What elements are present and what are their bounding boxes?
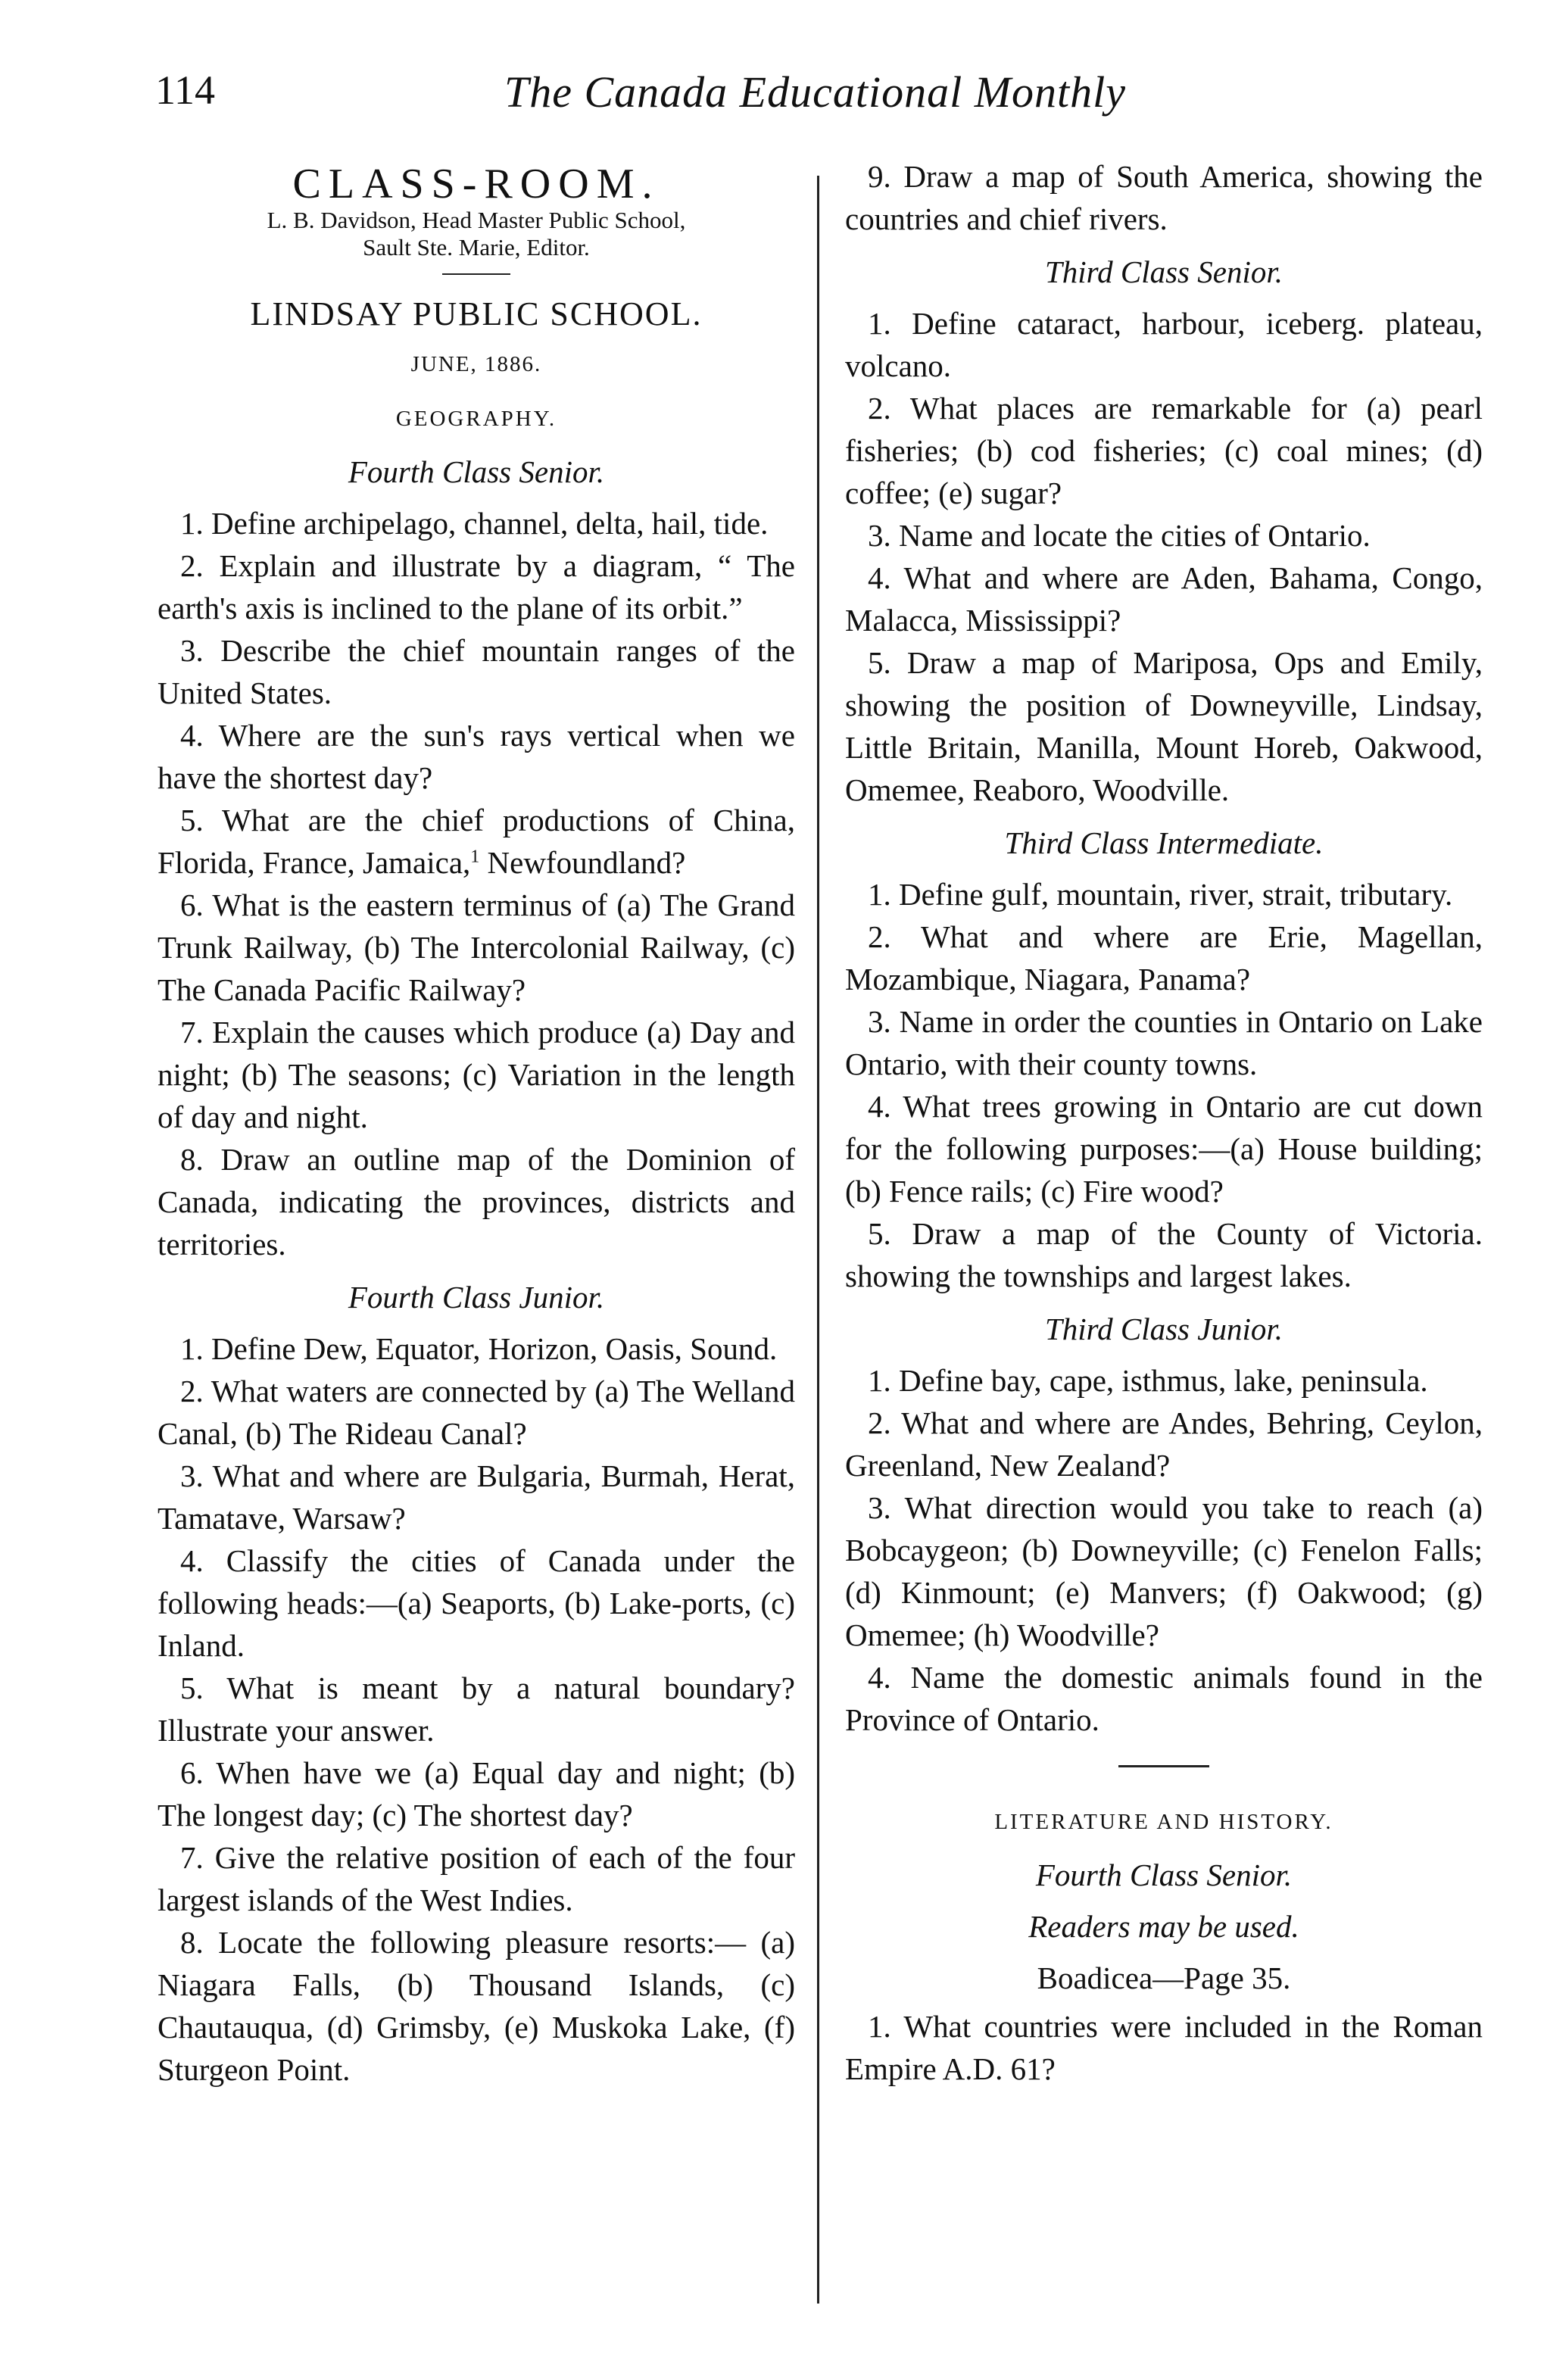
journal-title: The Canada Educational Monthly: [504, 67, 1126, 117]
question: 6. What is the eastern terminus of (a) The Grand Trunk Railway, (b) The Intercolonial Railway, (c) The Canada Pacific Railway?: [158, 887, 795, 1007]
readers-note: Readers may be used.: [1028, 1909, 1299, 1944]
subheading-literature-fourth-class-senior: Fourth Class Senior.: [1035, 1858, 1293, 1892]
school-heading: LINDSAY PUBLIC SCHOOL.: [250, 295, 703, 332]
literature-section-heading: LITERATURE AND HISTORY.: [994, 1810, 1333, 1834]
question: 4. Classify the cities of Canada under the following heads:—(a) Seaports, (b) Lake-ports, (c) Inland.: [158, 1543, 795, 1663]
question: 1. Define cataract, harbour, iceberg. plateau, volcano.: [845, 306, 1483, 383]
question: 7. Give the relative position of each of the four largest islands of the West Indies.: [158, 1840, 795, 1917]
question: 1. What countries were included in the Roman Empire A.D. 61?: [845, 2009, 1483, 2086]
question: 1. Define archipelago, channel, delta, hail, tide.: [180, 506, 769, 541]
question: 2. What waters are connected by (a) The Welland Canal, (b) The Rideau Canal?: [158, 1374, 795, 1451]
question-text: 5. What are the chief productions of China, Florida, France, Jamaica,: [158, 803, 795, 880]
section-title: CLASS-ROOM.: [292, 161, 660, 207]
question: 6. When have we (a) Equal day and night; (b) The longest day; (c) The shortest day?: [158, 1755, 795, 1833]
subheading-third-class-senior: Third Class Senior.: [1044, 254, 1283, 289]
page-header: [155, 67, 1475, 127]
subheading-third-class-junior: Third Class Junior.: [1044, 1312, 1283, 1346]
question: 5. Draw a map of the County of Victoria. showing the townships and largest lakes.: [845, 1216, 1483, 1293]
subheading-fourth-class-senior: Fourth Class Senior.: [348, 454, 605, 489]
column-divider: [817, 176, 819, 2304]
exam-date: JUNE, 1886.: [410, 352, 542, 376]
question: 7. Explain the causes which produce (a) Day and night; (b) The seasons; (c) Variation in the length of day and night.: [158, 1015, 795, 1134]
question: 4. Where are the sun's rays vertical when we have the shortest day?: [158, 718, 795, 795]
question: 2. What places are remarkable for (a) pearl fisheries; (b) cod fisheries; (c) coal mines; (d) coffee; (e) sugar?: [845, 391, 1483, 510]
question: 1. Define gulf, mountain, river, strait, tributary.: [868, 877, 1453, 912]
question: 8. Draw an outline map of the Dominion of Canada, indicating the provinces, districts and territories.: [158, 1142, 795, 1262]
left-column: [158, 155, 795, 2091]
question: 9. Draw a map of South America, showing the countries and chief rivers.: [845, 159, 1483, 236]
short-rule: [442, 273, 510, 275]
question: 5. Draw a map of Mariposa, Ops and Emily, showing the position of Downeyville, Lindsay, Little Britain, Manilla, Mount Horeb, Oakwood, Omemee, Reaboro, Woodville.: [845, 645, 1483, 807]
question: 5. What is meant by a natural boundary? Illustrate your answer.: [158, 1670, 795, 1748]
question: 3. Name in order the counties in Ontario on Lake Ontario, with their county towns.: [845, 1004, 1483, 1081]
subject-heading: GEOGRAPHY.: [395, 407, 557, 431]
editor-byline-line-2: Sault Ste. Marie, Editor.: [363, 234, 590, 260]
question: 3. Name and locate the cities of Ontario.: [868, 518, 1371, 553]
subheading-third-class-intermediate: Third Class Intermediate.: [1004, 825, 1324, 860]
question: 3. What and where are Bulgaria, Burmah, Herat, Tamatave, Warsaw?: [158, 1458, 795, 1536]
question: 4. Name the domestic animals found in the Province of Ontario.: [845, 1660, 1483, 1737]
page-number: 114: [155, 67, 215, 113]
question: 2. What and where are Andes, Behring, Ceylon, Greenland, New Zealand?: [845, 1405, 1483, 1483]
question: 4. What and where are Aden, Bahama, Congo, Malacca, Mississippi?: [845, 560, 1483, 638]
right-column: [845, 155, 1483, 2090]
question: 4. What trees growing in Ontario are cut down for the following purposes:—(a) House building; (b) Fence rails; (c) Fire wood?: [845, 1089, 1483, 1209]
question: 3. Describe the chief mountain ranges of the United States.: [158, 633, 795, 710]
question: 1. Define bay, cape, isthmus, lake, peninsula.: [868, 1363, 1428, 1398]
question: 2. Explain and illustrate by a diagram, “ The earth's axis is inclined to the plane of its orbit.”: [158, 548, 795, 625]
subheading-fourth-class-junior: Fourth Class Junior.: [348, 1280, 605, 1315]
question: 1. Define Dew, Equator, Horizon, Oasis, Sound.: [180, 1331, 778, 1366]
question: 8. Locate the following pleasure resorts:— (a) Niagara Falls, (b) Thousand Islands, (c) Chautauqua, (d) Grimsby, (e) Muskoka Lake, (f) Sturgeon Point.: [158, 1925, 795, 2087]
footnote-marker: 1: [470, 847, 480, 867]
question: 3. What direction would you take to reach (a) Bobcaygeon; (b) Downeyville; (c) Fenelon Falls; (d) Kinmount; (e) Manvers; (f) Oakwood; (g) Omemee; (h) Woodville?: [845, 1490, 1483, 1652]
question-text-end: Newfoundland?: [479, 845, 686, 880]
reading-reference: Boadicea—Page 35.: [1037, 1960, 1291, 1995]
section-rule: [1118, 1765, 1209, 1767]
question: 2. What and where are Erie, Magellan, Mozambique, Niagara, Panama?: [845, 919, 1483, 997]
question-with-footnote: [158, 799, 795, 884]
editor-byline-line-1: L. B. Davidson, Head Master Public School,: [267, 207, 686, 233]
